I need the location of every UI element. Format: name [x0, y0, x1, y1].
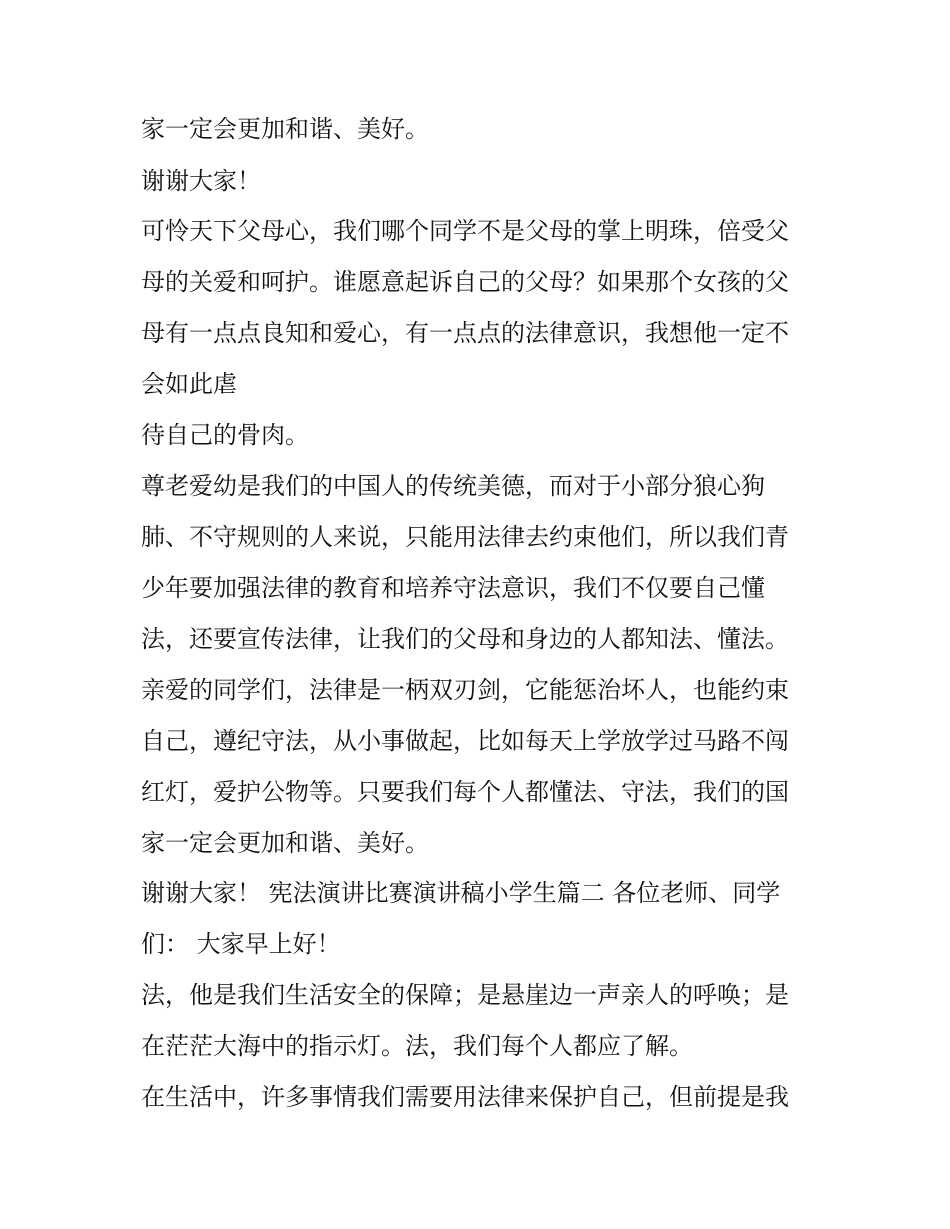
text-line: 谢谢大家！ 宪法演讲比赛演讲稿小学生篇二 各位老师、同学: [141, 879, 781, 907]
text-line: 少年要加强法律的教育和培养守法意识，我们不仅要自己懂: [141, 574, 765, 602]
text-line: 法，他是我们生活安全的保障；是悬崖边一声亲人的呼唤；是: [141, 981, 789, 1009]
text-line: 家一定会更加和谐、美好。: [141, 829, 429, 857]
text-line: 在生活中，许多事情我们需要用法律来保护自己，但前提是我: [141, 1083, 789, 1111]
text-line: 谢谢大家！: [141, 167, 261, 195]
text-line: 亲爱的同学们，法律是一柄双刃剑，它能惩治坏人，也能约束: [141, 676, 789, 704]
text-line: 可怜天下父母心，我们哪个同学不是父母的掌上明珠，倍受父: [141, 217, 789, 245]
text-line: 法，还要宣传法律，让我们的父母和身边的人都知法、懂法。: [141, 625, 789, 653]
text-line: 自己，遵纪守法，从小事做起，比如每天上学放学过马路不闯: [141, 727, 789, 755]
text-line: 尊老爱幼是我们的中国人的传统美德，而对于小部分狼心狗: [141, 472, 765, 500]
text-line: 母有一点点良知和爱心，有一点点的法律意识，我想他一定不: [141, 319, 789, 347]
text-line: 会如此虐: [141, 370, 237, 398]
text-line: 待自己的骨肉。: [141, 421, 309, 449]
text-line: 肺、不守规则的人来说，只能用法律去约束他们，所以我们青: [141, 523, 789, 551]
text-line: 红灯，爱护公物等。只要我们每个人都懂法、守法，我们的国: [141, 778, 789, 806]
text-line: 在茫茫大海中的指示灯。法，我们每个人都应了解。: [141, 1032, 693, 1060]
text-line: 家一定会更加和谐、美好。: [141, 115, 429, 143]
text-line: 母的关爱和呵护。谁愿意起诉自己的父母？如果那个女孩的父: [141, 268, 789, 296]
text-line: 们： 大家早上好！: [141, 930, 341, 958]
